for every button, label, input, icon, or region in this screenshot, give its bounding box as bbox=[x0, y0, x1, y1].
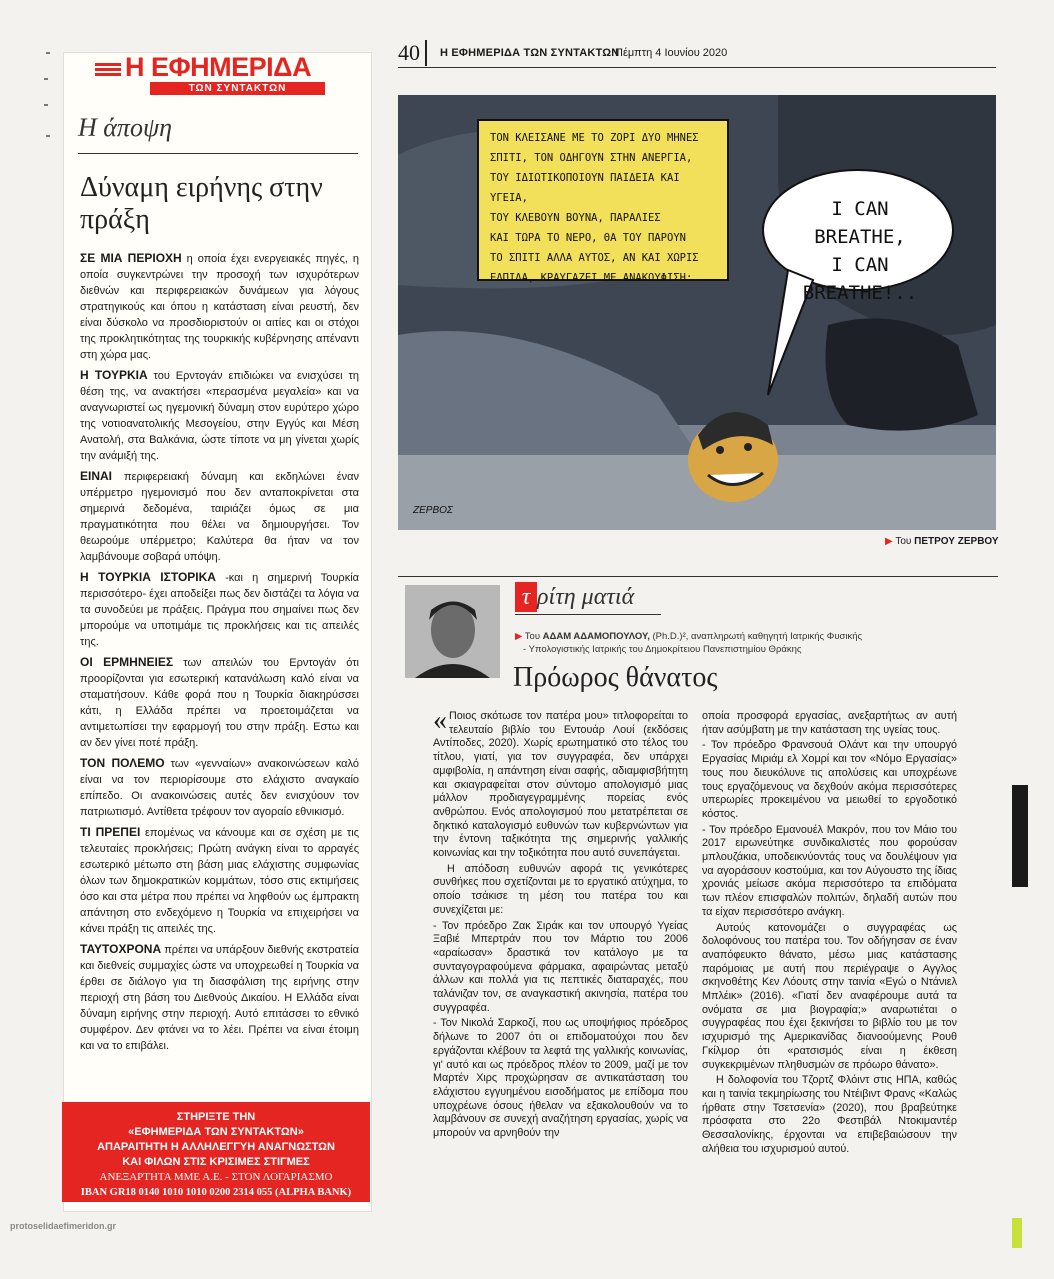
article-top-rule bbox=[398, 576, 998, 577]
support-line: ΣΤΗΡΙΞΤΕ ΤΗΝ bbox=[176, 1111, 256, 1123]
author-portrait bbox=[405, 585, 500, 678]
support-iban: IBAN GR18 0140 1010 1010 0200 2314 055 (ALPHA BANK) bbox=[80, 1187, 352, 1198]
masthead-subtitle: ΤΩΝ ΣΥΝΤΑΚΤΩΝ bbox=[150, 82, 325, 95]
editorial-paragraph bbox=[80, 755, 359, 820]
caption-line: ΤΟΝ ΚΛΕΙΣΑΝΕ ΜΕ ΤΟ ΖΟΡΙ ΔΥΟ ΜΗΝΕΣ bbox=[490, 132, 699, 144]
cartoon-signature: ΖΕΡΒΟΣ bbox=[413, 505, 453, 516]
page-edge-marker bbox=[1012, 1218, 1022, 1248]
editorial-paragraph bbox=[80, 569, 359, 650]
support-banner bbox=[62, 1102, 370, 1202]
paragraph-text: η οποία έχει ενεργειακές πηγές, η οποία συγκεντρώνει την προσοχή των ισχυρότερων διεθνών και περιφερειακών δυνάμεων για λόγους στρατηγικούς και όπου η κατάσταση είναι ρευστή, δεν είναι δύσκολο να προσδιοριστούν οι αιτίες και οι στόχοι της προκλητικότητας της τουρκικής κυβέρνησης απέναντι στη χώρα μας. bbox=[80, 253, 359, 361]
editorial-paragraph bbox=[80, 468, 359, 565]
paragraph-text: του Ερντογάν επιδιώκει να ενισχύσει τη θέση της, να ανακτήσει «περασμένα μεγαλεία» και να αναγνωριστεί ως ηγεμονική δύναμη στον ευρύτερο χώρο της νοτιοανατολικής Μεσογείου, στην Εγγύς και Μέση Ανατολή, στα Βαλκάνια, ώστε τίποτε να μη γίνεται χωρίς την ανάμιξή της. bbox=[80, 370, 359, 462]
masthead-logo bbox=[95, 52, 345, 95]
credit-name: ΠΕΤΡΟΥ ΖΕΡΒΟΥ bbox=[914, 536, 999, 547]
caption-line: ΤΟΥ ΙΔΙΩΤΙΚΟΠΟΙΟΥΝ ΠΑΙΔΕΙΑ ΚΑΙ ΥΓΕΙΑ, bbox=[490, 172, 680, 204]
article-column-2 bbox=[702, 710, 957, 1159]
author-photo bbox=[405, 585, 500, 678]
paragraph-text: των απειλών του Ερντογάν ότι προορίζονται για εσωτερική κατανάλωση καλό είναι να σταματήσουν. Κάθε φορά που η Τουρκία διακηρύσσει κάτι, η Ελλάδα πρέπει να προετοιμάζεται να αντιμετωπίσει την εφαρμογή του στην πράξη. Εστω και αν δεν γίνει ποτέ πράξη. bbox=[80, 657, 359, 749]
article-byline bbox=[515, 630, 915, 656]
page-edge-tab bbox=[1012, 785, 1028, 887]
header-divider bbox=[425, 40, 427, 66]
masthead-title bbox=[95, 52, 345, 82]
editorial-paragraph bbox=[80, 367, 359, 464]
article-title: Πρόωρος θάνατος bbox=[513, 662, 718, 693]
article-section-header bbox=[515, 582, 660, 612]
section-header-rule bbox=[515, 614, 661, 615]
section-name: ρίτη ματιά bbox=[537, 584, 635, 610]
footer-site: protoselidaefimeridon.gr bbox=[10, 1221, 117, 1231]
support-line: «ΕΦΗΜΕΡΙΔΑ ΤΩΝ ΣΥΝΤΑΚΤΩΝ» bbox=[128, 1126, 304, 1138]
paragraph-lead: ΤΙ ΠΡΕΠΕΙ bbox=[80, 825, 141, 839]
author-meta-line2: - Υπολογιστικής Ιατρικής του Δημοκρίτειου Πανεπιστημίου Θράκης bbox=[523, 644, 802, 655]
speech-line: I CAN BREATHE, bbox=[814, 198, 906, 248]
author-name: ΑΔΑΜ ΑΔΑΜΟΠΟΥΛΟΥ, bbox=[542, 631, 650, 642]
paragraph-text: περιφερειακή δύναμη και εκδηλώνει έναν υπέρμετρο ηγεμονισμό που δεν ανταποκρίνεται στα σημερινά δεδομένα, ταιριάζει όμως σε μια πραγματικότητα που θέλει να δημιουργήσει. Τον θεωρούμε υπέρμετρο; Καλύτερα θα ήταν να τον λαμβάνουμε σοβαρά υπόψη. bbox=[80, 471, 359, 563]
paragraph-text: των «γενναίων» ανακοινώσεων καλό είναι να τον περιορίσουμε στο ελάχιστο αναγκαίο επίπεδο. Οι ανακοινώσεις αυτές δεν ενισχύουν τον πατριωτισμό. Αντίθετα τρέφουν τον αγοραίο εθνικισμό. bbox=[80, 758, 359, 818]
speech-line: I CAN BREATHE!.. bbox=[802, 254, 918, 304]
paragraph-lead: ΕΙΝΑΙ bbox=[80, 469, 113, 483]
editorial-body bbox=[80, 250, 359, 1058]
article-paragraph: - Τον πρόεδρο Φρανσουά Ολάντ και την υπουργό Εργασίας Μιριάμ ελ Χομρί και τον «Νόμο Εργασίας» τους που διευκόλυνε τις απολύσεις και υποχρέωνε τους εργαζόμενους να δεχθούν ακόμα περισσότερες υπερωρίες προκειμένου να μειωθεί το εργοδοτικό κόστος. bbox=[702, 739, 957, 820]
cartoon-caption bbox=[490, 128, 722, 288]
triangle-icon: ▶ bbox=[885, 536, 893, 547]
paragraph-text: Ποιος σκότωσε τον πατέρα μου» τιτλοφορείται το τελευταίο βιβλίο του Εντουάρ Λουί (εκδόσεις Αντίποδες, 2020). Χωρίς ερωτηματικό στο τέλος του τίτλου, γιατί, για τον συγγραφέα, δεν υπάρχει αμφιβολία, η απάντηση είναι σαφής, αδιαμφισβήτητη και σκιαγραφείται στον σύντομο απολογισμό μιας μάλλον προδιαγεγραμμένης πορείας ενός ανθρώπου. Ενός απολογισμού που μετατρέπεται σε δηκτικό καταλογισμό ευθυνών των κυβερνώντων για την έντονη ταξικότητα της σημερινής γαλλικής κοινωνίας και την τοξικότητα που αυτό συνεπάγεται. bbox=[433, 710, 688, 860]
article-paragraph: - Τον πρόεδρο Ζακ Σιράκ και τον υπουργό Υγείας Ξαβιέ Μπερτράν που τον Μάρτιο του 2006 «αραίωσαν» δραστικά τον κατάλογο με τα συνταγογραφούμενα φάρμακα, αφαιρώντας μεταξύ άλλων και πολλά για τις πεπτικές διαταραχές, που ταλάνιζαν τον, σε αναγκαστική ακινησία, πατέρα του συγγραφέα. bbox=[433, 919, 688, 1014]
speech-bubble-text bbox=[790, 195, 930, 307]
section-initial: τ bbox=[515, 582, 537, 612]
paragraph-text: επομένως να κάνουμε και σε σχέση με τις τελευταίες προκλήσεις; Πρώτη ανάγκη είναι το αρραγές εσωτερικό μέτωπο στη βάση μιας ελάχιστης συμφωνίας όλων των δημοκρατικών κομμάτων, τόσο στις εκτιμήσεις όσο και στα μέτρα που πρέπει να ληφθούν ως έμπρακτη απάντηση στο ενδεχόμενο η Τουρκία να επιχειρήσει να κάνει πράξη τις απειλές της. bbox=[80, 827, 360, 935]
support-line: ΑΠΑΡΑΙΤΗΤΗ Η ΑΛΛΗΛΕΓΓΥΗ ΑΝΑΓΝΩΣΤΩΝ bbox=[97, 1141, 335, 1153]
editorial-paragraph bbox=[80, 824, 359, 937]
support-line: ΑΝΕΞΑΡΤΗΤΑ ΜΜΕ Α.Ε. - ΣΤΟΝ ΛΟΓΑΡΙΑΣΜΟ bbox=[99, 1171, 333, 1183]
article-paragraph: - Τον πρόεδρο Εμανουέλ Μακρόν, που τον Μάιο του 2017 ειρωνεύτηκε συνδικαλιστές που φορούσαν μπλουζάκια, υποδεικνύοντάς τους να δουλέψουν για να αγοράσουν κοστούμια, και τον Αύγουστο της ίδιας χρονιάς μείωσε ακόμα περισσότερο τα επιδόματα των πλέον επισφαλών πολιτών, δηλαδή αυτών που τα είχαν περισσότερο ανάγκη. bbox=[702, 823, 957, 918]
byline-prefix: Του bbox=[524, 631, 541, 642]
article-paragraph: - Τον Νικολά Σαρκοζί, που ως υποψήφιος πρόεδρος δήλωνε το 2007 ότι οι επιδοματούχοι που δεν εργάζονται κλέβουν τα λεφτά της γαλλικής κοινωνίας, γι' αυτό και ως πρόεδρος πλέον το 2009, μαζί με τον Μαρτέν Χιρς προχώρησαν σε αντικατάσταση του ελάχιστου εγγυημένου εισοδήματος με επίδομα που υποχρέωνε όσους ήθελαν να εξακολουθούν να το λαμβάνουν σε συνεχή αναζήτηση εργασίας, χωρίς να μπορούν να αρνηθούν την bbox=[433, 1017, 688, 1140]
paragraph-lead: ΤΟΝ ΠΟΛΕΜΟ bbox=[80, 756, 165, 770]
support-line: ΚΑΙ ΦΙΛΩΝ ΣΤΙΣ ΚΡΙΣΙΜΕΣ ΣΤΙΓΜΕΣ bbox=[122, 1156, 310, 1168]
triangle-icon: ▶ bbox=[515, 631, 523, 642]
header-paper-name: Η ΕΦΗΜΕΡΙΔΑ ΤΩΝ ΣΥΝΤΑΚΤΩΝ bbox=[440, 47, 620, 59]
drop-quote-icon: « bbox=[433, 705, 447, 736]
credit-prefix: Του bbox=[895, 536, 912, 547]
caption-line: ΚΑΙ ΤΩΡΑ ΤΟ ΝΕΡΟ, ΘΑ ΤΟΥ ΠΑΡΟΥΝ bbox=[490, 232, 686, 244]
paragraph-lead: ΟΙ ΕΡΜΗΝΕΙΕΣ bbox=[80, 655, 174, 669]
article-paragraph: Αυτούς κατονομάζει ο συγγραφέας ως δολοφόνους του πατέρα του. Τον οδήγησαν σε έναν αναπόφευκτο θάνατο, μέσω μιας κατάστασης παρόμοιας με αυτή που περιέγραψε ο Αγγλος σκηνοθέτης Κεν Λόουτς στην ταινία «Εγώ ο Ντάνιελ Μπλέικ» (2016). «Γιατί δεν αναφέρουμε αυτά τα ονόματα σε μια βιογραφία;» αναρωτιέται ο συγγραφέας που έχει ξεκινήσει το βιβλίο του με τον ισχυρισμό της Αμερικανίδας διανοούμενης Ρουθ Γκίλμορ ότι «ρατσισμός είναι η έκθεση συγκεκριμένων πληθυσμών σε πρόωρο θάνατο». bbox=[702, 921, 957, 1071]
article-paragraph bbox=[433, 705, 688, 861]
article-paragraph: Η απόδοση ευθυνών αφορά τις γενικότερες συνθήκες που σχετίζονται με το εργατικό ατύχημα, το οποίο τσάκισε τη μέση του πατέρα του και συνεχίζεται με: bbox=[433, 862, 688, 916]
article-column-1 bbox=[433, 705, 688, 1143]
page-number: 40 bbox=[398, 40, 420, 65]
author-meta: (Ph.D.)², αναπληρωτή καθηγητή Ιατρικής Φυσικής bbox=[649, 631, 863, 642]
section-label: Η άποψη bbox=[78, 113, 172, 142]
cartoon-credit bbox=[885, 536, 999, 547]
editorial-paragraph bbox=[80, 654, 359, 751]
article-paragraph: οποία προσφορά εργασίας, ανεξαρτήτως αν αυτή ήταν ασύμβατη με την κατάσταση της υγείας τους. bbox=[702, 710, 957, 736]
caption-line: ΣΠΙΤΙ, ΤΟΝ ΟΔΗΓΟΥΝ ΣΤΗΝ ΑΝΕΡΓΙΑ, bbox=[490, 152, 693, 164]
cartoon bbox=[398, 95, 996, 530]
paragraph-lead: ΣΕ ΜΙΑ ΠΕΡΙΟΧΗ bbox=[80, 251, 182, 265]
stripes-icon bbox=[95, 62, 121, 76]
header-rule bbox=[398, 67, 996, 68]
paragraph-text: -και η σημερινή Τουρκία περισσότερο- έχει αποδείξει πως δεν διστάζει τα λόγια να τα συνοδεύει με πράξεις. Πράγμα που σημαίνει πως δεν μπορούμε να υποτιμάμε τις προκλήσεις και τις απειλές της. bbox=[80, 572, 359, 648]
paragraph-lead: Η ΤΟΥΡΚΙΑ bbox=[80, 368, 148, 382]
section-rule bbox=[78, 153, 358, 154]
caption-line: ΕΛΠΙΔΑ, ΚΡΑΥΓΑΖΕΙ ΜΕ ΑΝΑΚΟΥΦΙΣΗ: bbox=[490, 272, 693, 284]
header-date: Πέμπτη 4 Ιουνίου 2020 bbox=[615, 47, 728, 59]
paragraph-lead: ΤΑΥΤΟΧΡΟΝΑ bbox=[80, 942, 162, 956]
masthead-title-text: Η ΕΦΗΜΕΡΙΔΑ bbox=[125, 52, 312, 82]
editorial-title: Δύναμη ειρήνης στην πράξη bbox=[80, 172, 323, 235]
paragraph-text: πρέπει να υπάρξουν διεθνής εκστρατεία και διεθνείς συμμαχίες ώστε να υποχρεωθεί η Τουρκία να έρθει σε διάλογο για τη διασφάλιση της ειρήνης στην περιοχή στη βάση του Διεθνούς Δικαίου. Η Ελλάδα είναι δύναμη ειρήνης στην περιοχή. Αυτό επιτάσσει το εθνικό συμφέρον. Δεν φτάνει να το λέει. Πρέπει να είναι έτοιμη και να το επιβάλει. bbox=[80, 944, 359, 1052]
editorial-paragraph bbox=[80, 250, 359, 363]
caption-line: ΤΟ ΣΠΙΤΙ ΑΛΛΑ ΑΥΤΟΣ, ΑΝ ΚΑΙ ΧΩΡΙΣ bbox=[490, 252, 699, 264]
caption-line: ΤΟΥ ΚΛΕΒΟΥΝ ΒΟΥΝΑ, ΠΑΡΑΛΙΕΣ bbox=[490, 212, 661, 224]
paragraph-lead: Η ΤΟΥΡΚΙΑ ΙΣΤΟΡΙΚΑ bbox=[80, 570, 216, 584]
article-paragraph: Η δολοφονία του Τζορτζ Φλόιντ στις ΗΠΑ, καθώς και η ταινία τεκμηρίωσης του Ντέιβιντ Φρανς «Καλώς ήρθατε στην Τσετσενία» (2020), που βραβεύτηκε πρόσφατα στο 22ο Φεστιβάλ Ντοκιμαντέρ Θεσσαλονίκης, έρχονται να επιβεβαιώσουν την αλήθεια του ισχυρισμού αυτού. bbox=[702, 1074, 957, 1155]
editorial-paragraph bbox=[80, 941, 359, 1054]
